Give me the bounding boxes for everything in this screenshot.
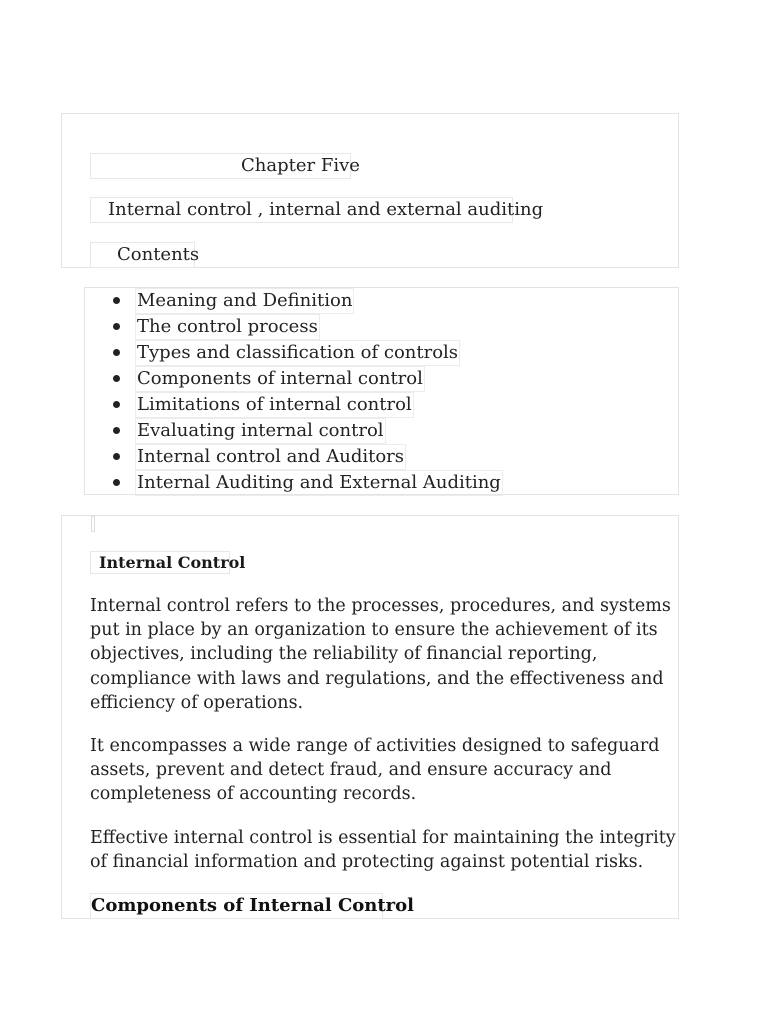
contents-heading: Contents [90, 242, 195, 268]
body-paragraph: It encompasses a wide range of activities designed to safeguard assets, prevent and detect fraud, and ensure accuracy and completeness of accounting records. [90, 736, 660, 805]
list-item-text: Limitations of internal control [135, 392, 414, 418]
section-heading: Internal Control [90, 551, 230, 574]
bullet-icon [113, 375, 120, 382]
body-paragraph: Internal control refers to the processes, procedures, and systems put in place by an organization to ensure the achievement of its objectives, including the reliability of financial reporting, compliance with laws and regulations, and the effectiveness and efficiency of operations. [90, 596, 671, 713]
list-item-text: Internal Auditing and External Auditing [135, 470, 503, 496]
bullet-icon [113, 401, 120, 408]
chapter-title: Chapter Five [90, 153, 351, 179]
list-item-text: Evaluating internal control [135, 418, 386, 444]
body-paragraph: Effective internal control is essential for maintaining the integrity of financial information and protecting against potential risks. [90, 828, 676, 873]
bullet-icon [113, 323, 120, 330]
list-item-text: Meaning and Definition [135, 288, 354, 314]
list-item-text: Types and classification of controls [135, 340, 460, 366]
list-item-text: Internal control and Auditors [135, 444, 406, 470]
list-item-text: Components of internal control [135, 366, 425, 392]
bullet-icon [113, 349, 120, 356]
bullet-icon [113, 453, 120, 460]
bullet-icon [113, 297, 120, 304]
chapter-subtitle: Internal control , internal and external auditing [90, 197, 513, 223]
components-heading: Components of Internal Control [90, 893, 383, 919]
list-item-text: The control process [135, 314, 320, 340]
bullet-icon [113, 427, 120, 434]
bullet-icon [113, 479, 120, 486]
empty-paragraph-marker [91, 516, 95, 532]
